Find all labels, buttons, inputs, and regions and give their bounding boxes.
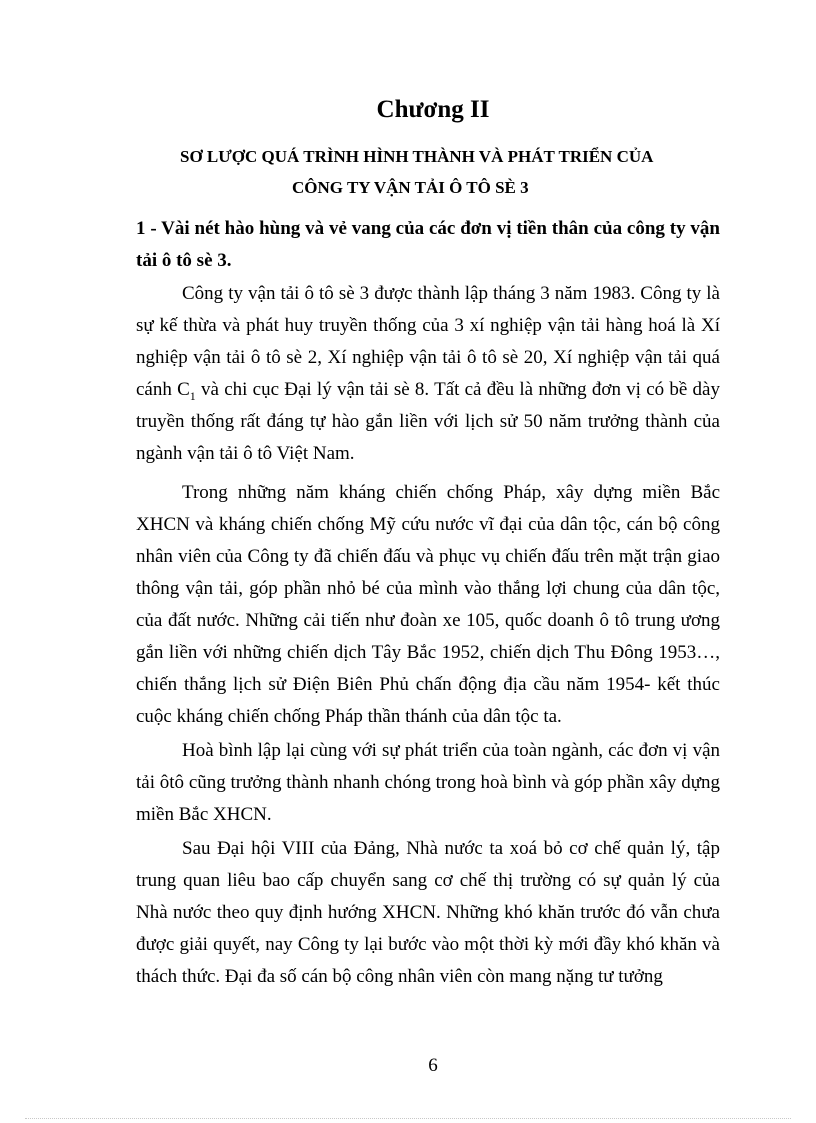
paragraph-1-text-before: Công ty vận tải ô tô sè 3 được thành lập tháng 3 năm 1983. Công ty là sự kế thừa và phát huy truyền thống của 3 xí nghiệp vận tải hàng hoá là Xí nghiệp vận tải ô tô sè 2, Xí nghiệp vận tải ô tô sè 20, Xí nghiệp vận tải quá cánh C [136,283,720,400]
page-number: 6 [428,1055,438,1076]
chapter-subtitle-line-1: SƠ LƯỢC QUÁ TRÌNH HÌNH THÀNH VÀ PHÁT TRIỂN CỦA [180,147,654,166]
footer-divider [25,1118,791,1119]
chapter-title: Chương II [376,96,490,123]
paragraph-2: Trong những năm kháng chiến chống Pháp, xây dựng miền Bắc XHCN và kháng chiến chống Mỹ cứu nước vĩ đại của dân tộc, cán bộ công nhân viên của Công ty đã chiến đấu và phục vụ chiến đấu trên mặt trận giao thông vận tải, góp phần nhỏ bé của mình vào thắng lợi chung của dân tộc, của đất nước. Những cải tiến như đoàn xe 105, quốc doanh ô tô trung ương gắn liền với những chiến dịch Tây Bắc 1952, chiến dịch Thu Đông 1953…, chiến thắng lịch sử Điện Biên Phủ chấn động địa cầu năm 1954- kết thúc cuộc kháng chiến chống Pháp thần thánh của dân tộc ta. [136,482,720,727]
section-heading: 1 - Vài nét hào hùng và vẻ vang của các đơn vị tiền thân của công ty vận tải ô tô sè 3. [136,218,720,271]
paragraph-3: Hoà bình lập lại cùng với sự phát triển của toàn ngành, các đơn vị vận tải ôtô cũng trưởng thành nhanh chóng trong hoà bình và góp phần xây dựng miền Bắc XHCN. [136,740,720,825]
paragraph-1-subscript: 1 [189,388,196,403]
paragraph-1-text-after: và chi cục Đại lý vận tải sè 8. Tất cả đều là những đơn vị có bề dày truyền thống rất đáng tự hào gắn liền với lịch sử 50 năm trưởng thành của ngành vận tải ô tô Việt Nam. [136,379,720,464]
paragraph-4: Sau Đại hội VIII của Đảng, Nhà nước ta xoá bỏ cơ chế quản lý, tập trung quan liêu bao cấp chuyển sang cơ chế thị trường có sự quản lý của Nhà nước theo quy định hướng XHCN. Những khó khăn trước đó vẫn chưa được giải quyết, nay Công ty lại bước vào một thời kỳ mới đầy khó khăn và thách thức. Đại đa số cán bộ công nhân viên còn mang nặng tư tưởng [136,838,720,987]
paragraph-1 [136,278,720,470]
chapter-subtitle-line-2: CÔNG TY VẬN TẢI Ô TÔ SÈ 3 [292,178,529,197]
